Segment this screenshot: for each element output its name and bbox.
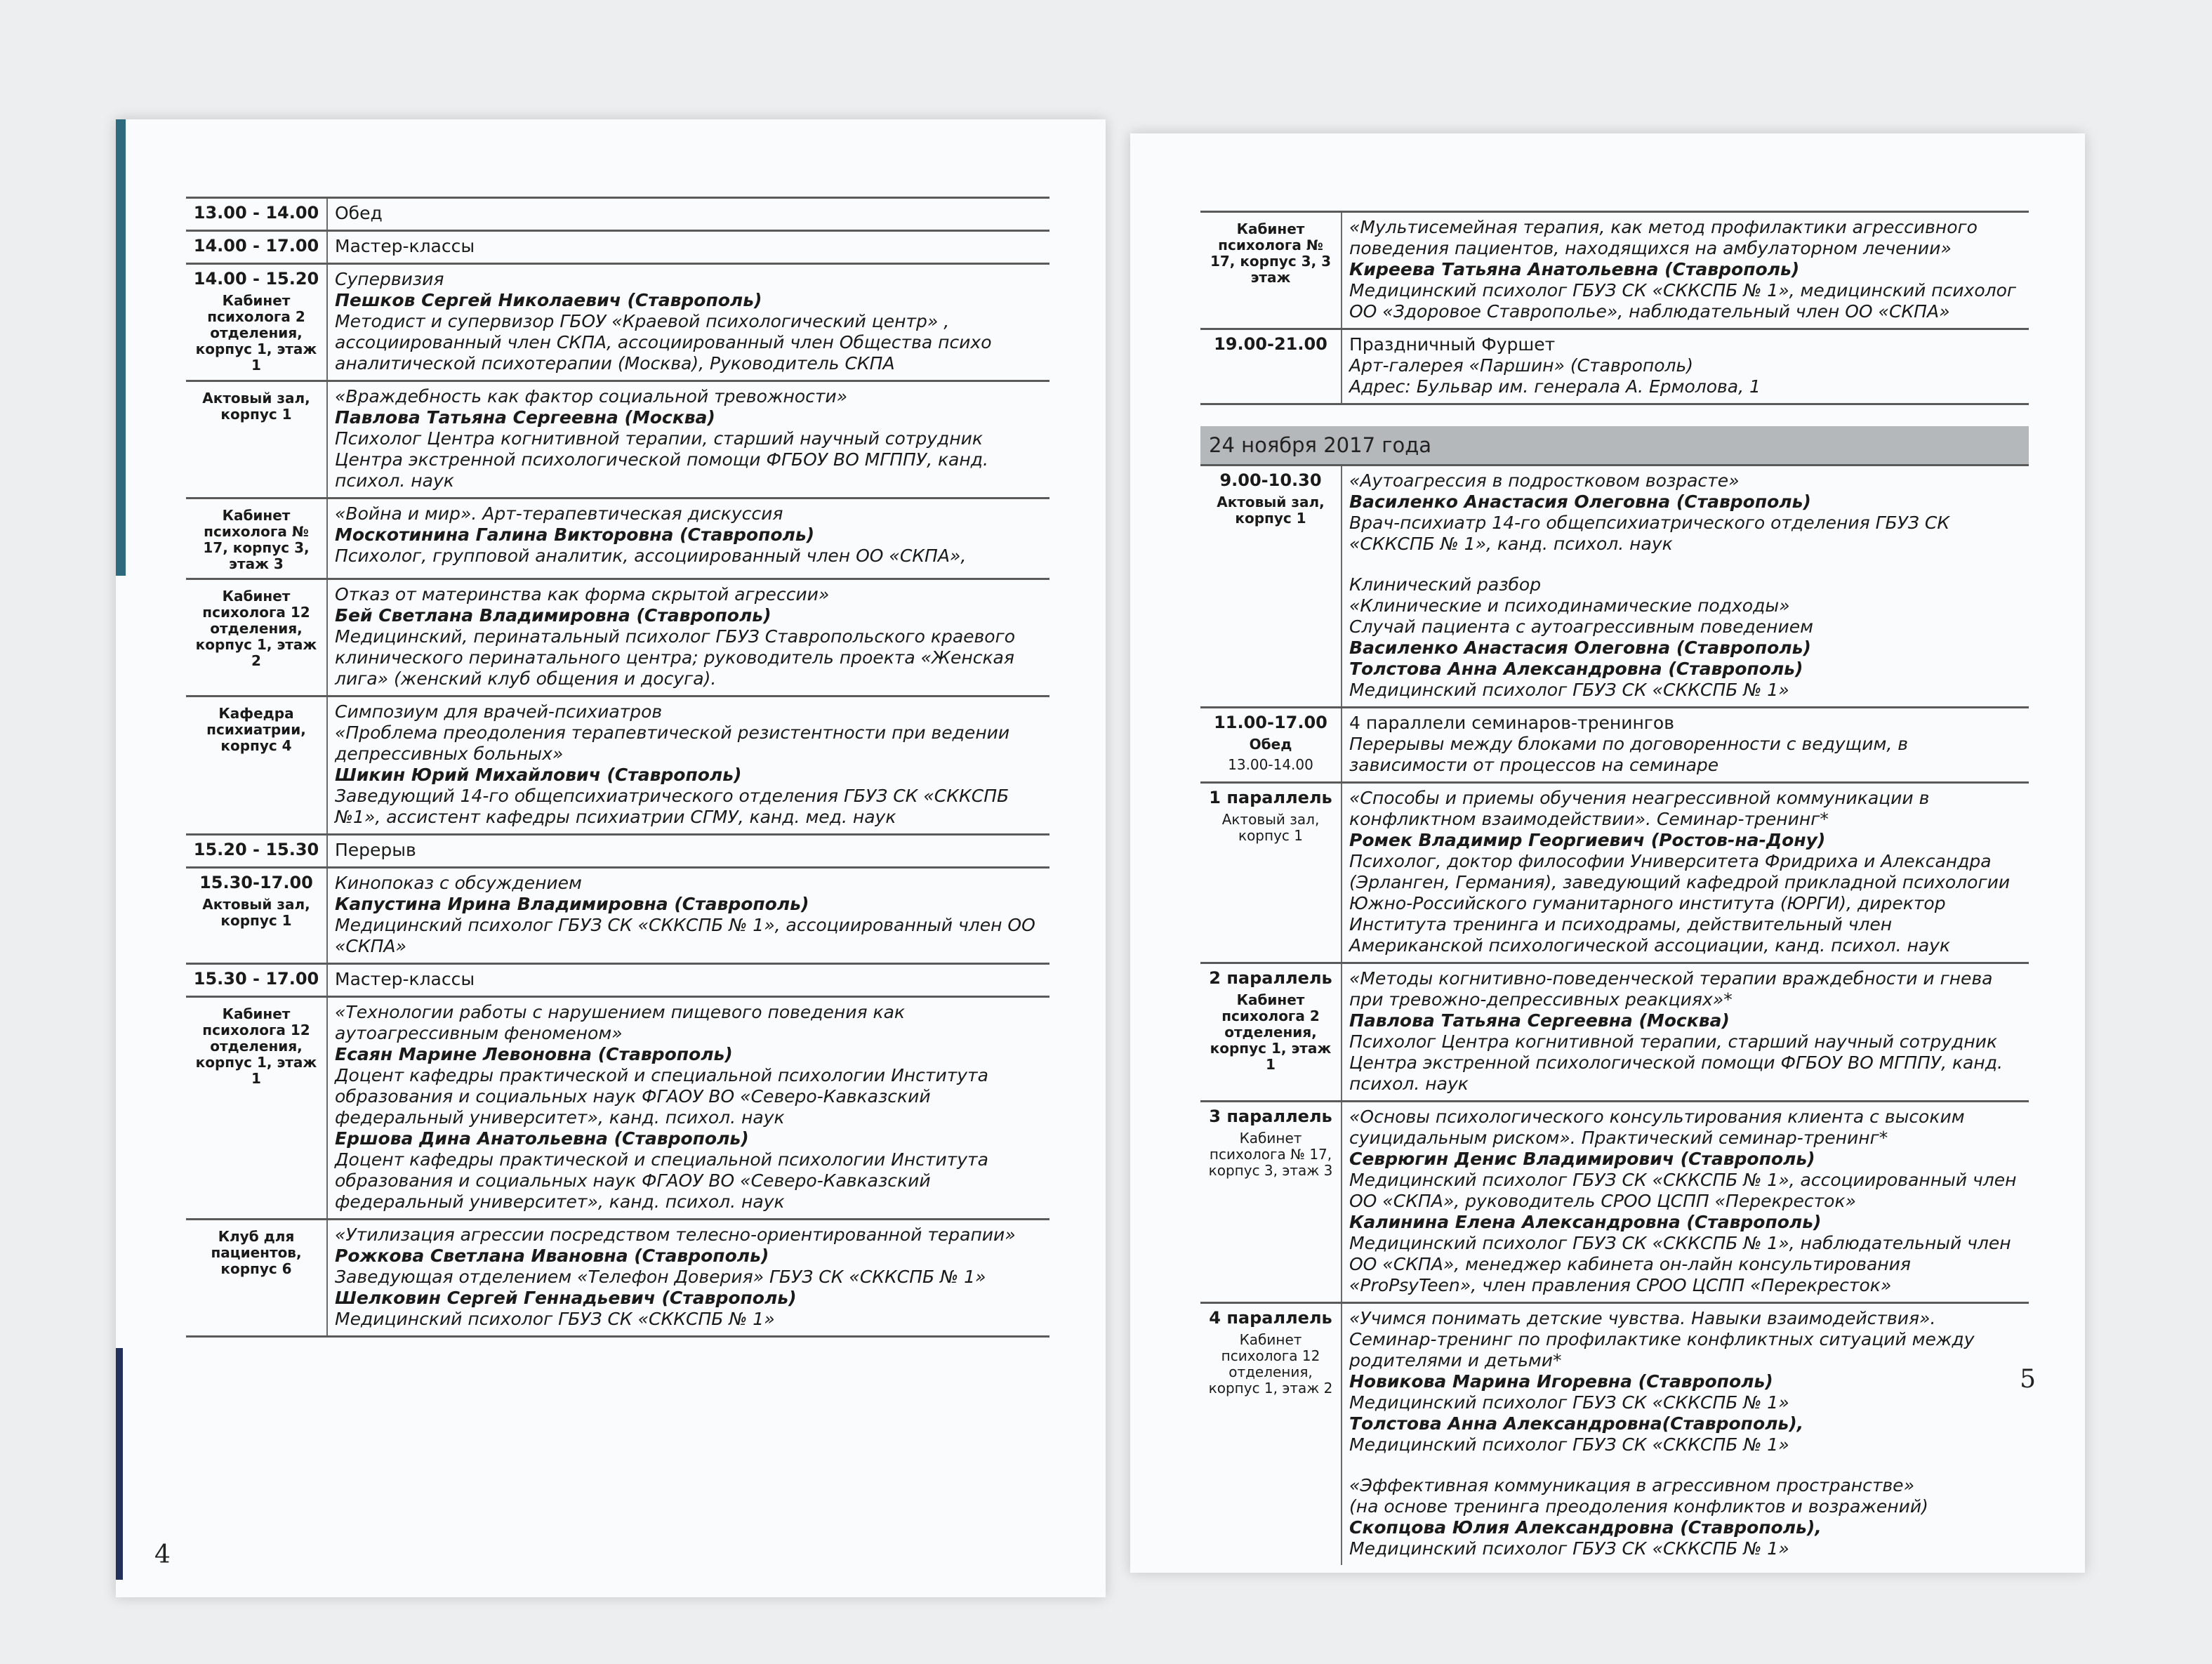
session-text: Перерывы между блоками по договоренности с ведущим, в зависимости от процессов на семинаре — [1349, 734, 1908, 775]
session-text: «Технологии работы с нарушением пищевого поведения как аутоагрессивным феноменом» — [335, 1002, 906, 1043]
content-cell — [327, 198, 1049, 231]
session-title: 4 параллели семинаров-тренингов — [1349, 713, 1674, 733]
content-cell — [327, 381, 1049, 498]
speaker-name: Капустина Ирина Владимировна (Ставрополь) — [335, 894, 809, 914]
session-room: Кабинет психолога 12 отделения, корпус 1, этаж 2 — [195, 588, 317, 669]
schedule-row — [1200, 1303, 2029, 1566]
session-text: Доцент кафедры практической и специальной психологии Института образования и социальных наук ФГАОУ ВО «Северо-Кавказский федеральный университет», канд. психол. наук — [335, 1065, 988, 1128]
schedule-row — [186, 264, 1049, 381]
session-room: Кабинет психолога № 17, корпус 3, этаж 3 — [1208, 1130, 1333, 1179]
content-cell — [327, 264, 1049, 381]
content-cell — [327, 231, 1049, 264]
session-title: Мастер-классы — [335, 236, 475, 256]
speaker-name: Есаян Марине Левоновна (Ставрополь) — [335, 1044, 733, 1064]
session-text: «Клинические и психодинамические подходы» — [1349, 595, 1790, 616]
schedule-row — [186, 498, 1049, 579]
schedule-row — [186, 696, 1049, 835]
session-time: 3 параллель — [1209, 1107, 1332, 1126]
session-text: Психолог Центра когнитивной терапии, старший научный сотрудник Центра экстренной психологической помощи ФГБОУ ВО МГППУ, канд. психол. наук — [1349, 1031, 2003, 1094]
time-cell — [1200, 1303, 1342, 1566]
session-text: Методист и супервизор ГБОУ «Краевой психологический центр» , ассоциированный член СКПА, ассоциированный член Общества психо аналитической психотерапии (Москва), Руководитель СКПА — [335, 311, 992, 374]
time-cell — [1200, 708, 1342, 783]
speaker-name: Пешков Сергей Николаевич (Ставрополь) — [335, 290, 762, 310]
session-title: Обед — [335, 203, 383, 223]
right-page — [1130, 133, 2085, 1573]
schedule-row — [186, 579, 1049, 696]
speaker-name: Бей Светлана Владимировна (Ставрополь) — [335, 605, 771, 626]
schedule-row — [186, 964, 1049, 997]
session-time: 19.00-21.00 — [1214, 334, 1327, 354]
speaker-name: Скопцова Юлия Александровна (Ставрополь), — [1349, 1517, 1822, 1538]
session-text: «Эффективная коммуникация в агрессивном пространстве» — [1349, 1475, 1914, 1495]
schedule-row — [186, 231, 1049, 264]
session-time: 13.00 - 14.00 — [193, 203, 319, 223]
session-time: 2 параллель — [1209, 968, 1332, 988]
spacer — [1349, 555, 2022, 574]
content-cell — [327, 498, 1049, 579]
session-title: Праздничный Фуршет — [1349, 334, 1556, 355]
session-room: Клуб для пациентов, корпус 6 — [211, 1228, 302, 1277]
schedule-row — [1200, 329, 2029, 404]
session-time: 15.30-17.00 — [199, 873, 313, 892]
session-text: «Основы психологического консультирования клиента с высоким суицидальным риском». Практический семинар-тренинг* — [1349, 1107, 1965, 1148]
session-text: Случай пациента с аутоагрессивным поведением — [1349, 616, 1813, 637]
speaker-name: Павлова Татьяна Сергеевна (Москва) — [335, 407, 715, 428]
session-text: «Аутоагрессия в подростковом возрасте» — [1349, 470, 1740, 491]
session-text: «Враждебность как фактор социальной тревожности» — [335, 386, 848, 407]
time-cell — [186, 231, 327, 264]
time-cell — [186, 264, 327, 381]
accent-bar — [116, 1488, 123, 1580]
speaker-name: Павлова Татьяна Сергеевна (Москва) — [1349, 1010, 1730, 1031]
schedule-row — [1200, 212, 2029, 329]
speaker-name: Новикова Марина Игоревна (Ставрополь) — [1349, 1371, 1773, 1392]
content-cell — [327, 579, 1049, 696]
session-text: Медицинский психолог ГБУЗ СК «СККСПБ № 1» — [1349, 1392, 1789, 1413]
speaker-name: Толстова Анна Александровна(Ставрополь), — [1349, 1413, 1804, 1434]
content-cell — [1342, 963, 2029, 1102]
session-text: Врач-психиатр 14-го общепсихиатрического отделения ГБУЗ СК «СККСПБ № 1», канд. психол. наук — [1349, 513, 1950, 554]
schedule-row — [1200, 465, 2029, 708]
session-text: Супервизия — [335, 269, 444, 289]
session-text: Медицинский психолог ГБУЗ СК «СККСПБ № 1», ассоциированный член ОО «СКПА» — [335, 915, 1035, 956]
content-cell — [327, 868, 1049, 964]
time-cell — [186, 198, 327, 231]
session-text: Отказ от материнства как форма скрытой агрессии» — [335, 584, 830, 605]
session-text: «Проблема преодоления терапевтической резистентности при ведении депрессивных больных» — [335, 722, 1010, 764]
speaker-name: Василенко Анастасия Олеговна (Ставрополь) — [1349, 491, 1811, 512]
session-time: 1 параллель — [1209, 788, 1332, 807]
session-text: Медицинский психолог ГБУЗ СК «СККСПБ № 1» — [335, 1309, 775, 1329]
speaker-name: Толстова Анна Александровна (Ставрополь) — [1349, 659, 1803, 679]
date-header-row — [1200, 426, 2029, 465]
time-cell — [1200, 783, 1342, 963]
session-room: Актовый зал, корпус 1 — [1217, 494, 1325, 527]
session-text: Медицинский психолог ГБУЗ СК «СККСПБ № 1», наблюдательный член ОО «СКПА», менеджер кабинета он-лайн консультирования «ProPsyTeen», член правления СРОО ЦСПП «Перекресток» — [1349, 1233, 2011, 1295]
content-cell — [1342, 1303, 2029, 1566]
session-text: Клинический разбор — [1349, 574, 1542, 595]
content-cell — [1342, 1102, 2029, 1303]
session-text: Психолог, групповой аналитик, ассоциированный член ОО «СКПА», — [335, 546, 967, 566]
session-time: 15.30 - 17.00 — [193, 969, 319, 989]
session-time: 15.20 - 15.30 — [193, 840, 319, 859]
spacer — [1349, 1455, 2022, 1475]
session-room: Кабинет психолога № 17, корпус 3, этаж 3 — [203, 507, 310, 572]
content-cell — [327, 1220, 1049, 1337]
time-cell — [186, 579, 327, 696]
session-text: Медицинский психолог ГБУЗ СК «СККСПБ № 1» — [1349, 680, 1789, 700]
session-room: Обед — [1249, 736, 1292, 753]
session-text: Психолог Центра когнитивной терапии, старший научный сотрудник Центра экстренной психологической помощи ФГБОУ ВО МГППУ, канд. психол. наук — [335, 428, 988, 491]
content-cell — [327, 696, 1049, 835]
content-cell — [327, 997, 1049, 1220]
session-text: Кинопоказ с обсуждением — [335, 873, 582, 893]
schedule-row — [186, 198, 1049, 231]
session-room: Кабинет психолога № 17, корпус 3, 3 этаж — [1210, 220, 1332, 286]
session-text: Психолог, доктор философии Университета Фридриха и Александра (Эрланген, Германия), заведующий кафедрой прикладной психологии Южно-Российского гуманитарного института (ЮРГИ), директор Института тренинга и психодрамы, действительный член Американской психологической ассоциации, канд. психол. наук — [1349, 851, 2011, 956]
content-cell — [1342, 329, 2029, 404]
time-cell — [1200, 212, 1342, 329]
session-room: Кабинет психолога 12 отделения, корпус 1, этаж 2 — [1208, 1331, 1333, 1396]
session-text: Заведующая отделением «Телефон Доверия» ГБУЗ СК «СККСПБ № 1» — [335, 1267, 986, 1287]
schedule-row — [1200, 963, 2029, 1102]
content-cell — [1342, 465, 2029, 708]
time-cell — [186, 1220, 327, 1337]
accent-bar — [116, 1348, 123, 1488]
session-text: «Война и мир». Арт-терапевтическая дискуссия — [335, 503, 783, 524]
time-cell — [186, 696, 327, 835]
session-text: Медицинский, перинатальный психолог ГБУЗ Ставропольского краевого клинического перинатального центра; руководитель проекта «Женская лига» (женский клуб общения и досуга). — [335, 626, 1016, 689]
session-title: Мастер-классы — [335, 969, 475, 989]
session-time: 9.00-10.30 — [1219, 470, 1322, 490]
session-room: Актовый зал, корпус 1 — [1221, 811, 1320, 844]
session-time: 14.00 - 15.20 — [193, 269, 319, 289]
content-cell — [327, 835, 1049, 868]
schedule-row — [1200, 708, 2029, 783]
time-cell — [1200, 963, 1342, 1102]
session-room: Актовый зал, корпус 1 — [202, 896, 310, 929]
session-time: 4 параллель — [1209, 1308, 1332, 1328]
session-room: 13.00-14.00 — [1228, 756, 1313, 773]
left-page — [116, 119, 1106, 1597]
schedule-row — [186, 868, 1049, 964]
time-cell — [186, 498, 327, 579]
schedule-row — [186, 1220, 1049, 1337]
content-cell — [1342, 783, 2029, 963]
session-text: Арт-галерея «Паршин» (Ставрополь) — [1349, 355, 1693, 376]
speaker-name: Рожкова Светлана Ивановна (Ставрополь) — [335, 1246, 769, 1266]
time-cell — [1200, 329, 1342, 404]
session-text: Заведующий 14-го общепсихиатрического отделения ГБУЗ СК «СККСПБ №1», ассистент кафедры психиатрии СГМУ, канд. мед. наук — [335, 786, 1009, 827]
time-cell — [186, 964, 327, 997]
session-text: Доцент кафедры практической и специальной психологии Института образования и социальных наук ФГАОУ ВО «Северо-Кавказский федеральный университет», канд. психол. наук — [335, 1149, 988, 1212]
speaker-name: Ершова Дина Анатольевна (Ставрополь) — [335, 1128, 749, 1149]
page-number: 4 — [154, 1540, 171, 1569]
schedule-row — [186, 835, 1049, 868]
time-cell — [186, 381, 327, 498]
session-text: (на основе тренинга преодоления конфликтов и возражений) — [1349, 1496, 1928, 1517]
time-cell — [186, 997, 327, 1220]
session-text: Медицинский психолог ГБУЗ СК «СККСПБ № 1» — [1349, 1538, 1789, 1559]
accent-bar — [116, 119, 126, 576]
speaker-name: Василенко Анастасия Олеговна (Ставрополь) — [1349, 638, 1811, 658]
speaker-name: Шелковин Сергей Геннадьевич (Ставрополь) — [335, 1288, 797, 1308]
schedule-row — [186, 381, 1049, 498]
time-cell — [1200, 465, 1342, 708]
schedule-row — [1200, 783, 2029, 963]
time-cell — [1200, 1102, 1342, 1303]
schedule-row — [186, 997, 1049, 1220]
speaker-name: Калинина Елена Александровна (Ставрополь) — [1349, 1212, 1822, 1232]
session-room: Актовый зал, корпус 1 — [202, 390, 310, 423]
content-cell — [1342, 212, 2029, 329]
session-room: Кафедра психиатрии, корпус 4 — [206, 705, 306, 754]
session-time: 11.00-17.00 — [1214, 713, 1327, 732]
session-text: «Методы когнитивно-поведенческой терапии враждебности и гнева при тревожно-депрессивных реакциях»* — [1349, 968, 1993, 1010]
speaker-name: Москотинина Галина Викторовна (Ставрополь) — [335, 524, 815, 545]
session-text: Медицинский психолог ГБУЗ СК «СККСПБ № 1», медицинский психолог ОО «Здоровое Ставрополье», наблюдательный член ОО «СКПА» — [1349, 280, 2017, 322]
session-text: «Мультисемейная терапия, как метод профилактики агрессивного поведения пациентов, находящихся на амбулаторном лечении» — [1349, 217, 1978, 258]
speaker-name: Киреева Татьяна Анатольевна (Ставрополь) — [1349, 259, 1800, 279]
session-text: Адрес: Бульвар им. генерала А. Ермолова, 1 — [1349, 376, 1761, 397]
content-cell — [327, 964, 1049, 997]
content-cell — [1342, 708, 2029, 783]
date-header: 24 ноября 2017 года — [1200, 426, 2029, 465]
speaker-name: Ромек Владимир Георгиевич (Ростов-на-Дону) — [1349, 830, 1826, 850]
session-text: «Утилизация агрессии посредством телесно-ориентированной терапии» — [335, 1224, 1016, 1245]
session-title: Перерыв — [335, 840, 416, 860]
session-room: Кабинет психолога 12 отделения, корпус 1, этаж 1 — [195, 1005, 317, 1087]
session-text: «Учимся понимать детские чувства. Навыки взаимодействия». Семинар-тренинг по профилактике конфликтных ситуаций между родителями и детьми* — [1349, 1308, 1975, 1371]
time-cell — [186, 868, 327, 964]
speaker-name: Шикин Юрий Михайлович (Ставрополь) — [335, 765, 742, 785]
schedule-table — [1200, 211, 2029, 1565]
session-text: «Способы и приемы обучения неагрессивной коммуникации в конфликтном взаимодействии». Семинар-тренинг* — [1349, 788, 1930, 829]
page-number: 5 — [2020, 1365, 2036, 1394]
speaker-name: Севрюгин Денис Владимирович (Ставрополь) — [1349, 1149, 1815, 1169]
session-time: 14.00 - 17.00 — [193, 236, 319, 256]
time-cell — [186, 835, 327, 868]
schedule-table — [186, 197, 1049, 1338]
schedule-row — [1200, 1102, 2029, 1303]
session-text: Медицинский психолог ГБУЗ СК «СККСПБ № 1» — [1349, 1434, 1789, 1455]
session-text: Симпозиум для врачей-психиатров — [335, 701, 663, 722]
session-room: Кабинет психолога 2 отделения, корпус 1, этаж 1 — [195, 292, 317, 374]
session-room: Кабинет психолога 2 отделения, корпус 1, этаж 1 — [1210, 991, 1332, 1073]
session-text: Медицинский психолог ГБУЗ СК «СККСПБ № 1», ассоциированный член ОО «СКПА», руководитель СРОО ЦСПП «Перекресток» — [1349, 1170, 2017, 1211]
